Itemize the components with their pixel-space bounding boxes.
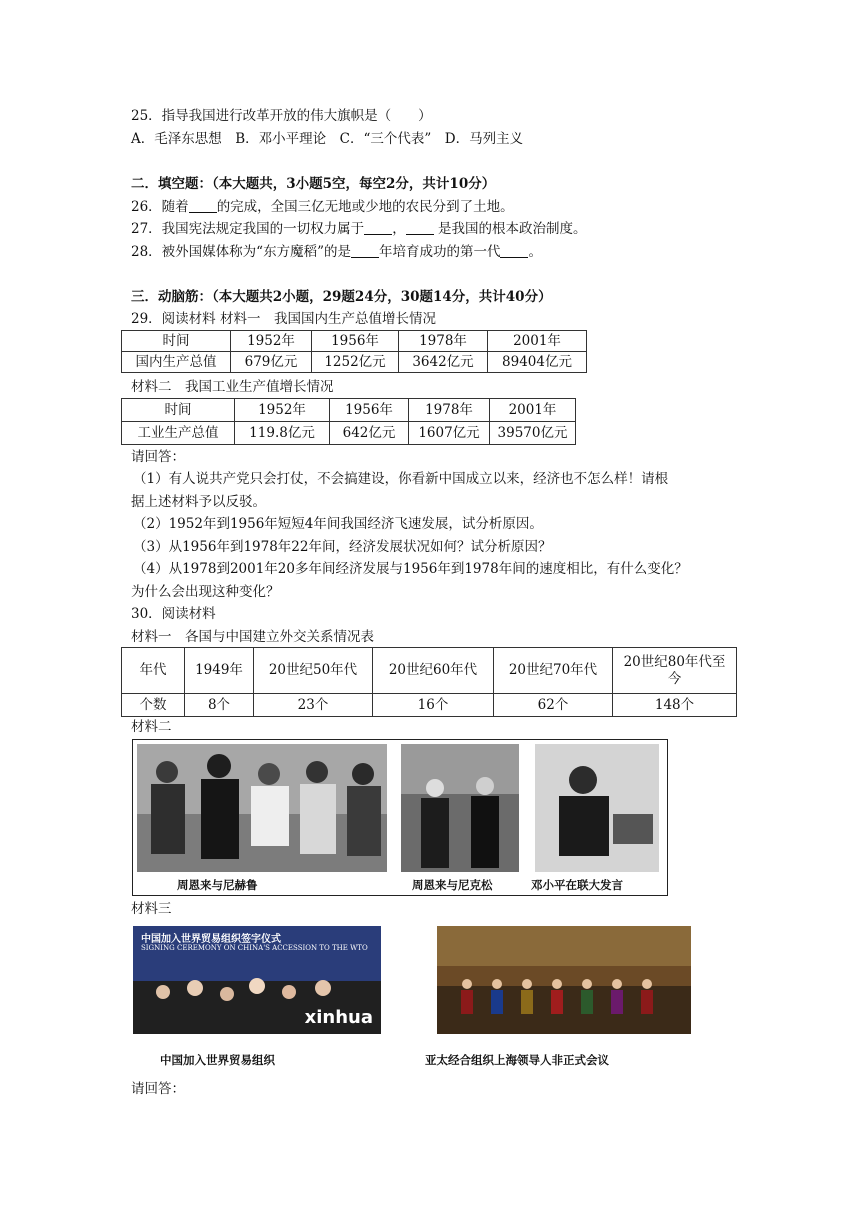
caption-deng: 邓小平在联大发言: [531, 878, 623, 892]
apec-photo: [437, 926, 691, 1034]
table-cell: 8个: [185, 694, 254, 717]
table-cell: 62个: [494, 694, 613, 717]
speaker-figure: [535, 744, 659, 872]
table-cell: 1952年: [235, 399, 330, 422]
q26-blank[interactable]: [189, 199, 217, 213]
table-cell: 2001年: [488, 331, 587, 352]
table-cell: 89404亿元: [488, 352, 587, 373]
table-row: [122, 648, 737, 694]
table-cell: 39570亿元: [490, 422, 576, 445]
q25-options: A．毛泽东思想 B．邓小平理论 C．“三个代表” D．马列主义: [131, 131, 524, 147]
q26: [131, 198, 514, 216]
q30-material1-title: 材料一 各国与中国建立外交关系情况表: [131, 629, 374, 645]
q30-intro: 30．阅读材料: [131, 606, 216, 622]
q28-part2: 年培育成功的第一代: [378, 244, 501, 260]
q29-sub1a: （1）有人说共产党只会打仗，不会搞建设，你看新中国成立以来，经济也不怎么样！请根: [133, 471, 669, 487]
wto-banner: 中国加入世界贸易组织签字仪式: [141, 934, 281, 945]
q27-part1: 27．我国宪法规定我国的一切权力属于: [131, 221, 365, 237]
table-cell: 20世纪80年代至今: [613, 648, 737, 694]
q29-sub2: （2）1952年到1956年短短4年间我国经济飞速发展，试分析原因。: [133, 516, 543, 532]
q27-part2: ，: [392, 221, 406, 237]
q28-blank1[interactable]: [351, 244, 379, 258]
q29-sub4b: 为什么会出现这种变化？: [131, 584, 280, 600]
table-cell: 1607亿元: [409, 422, 490, 445]
q26-part2: 的完成，全国三亿无地或少地的农民分到了土地。: [216, 199, 514, 215]
q26-part1: 26．随着: [131, 199, 189, 215]
q27-part3: 是我国的根本政治制度。: [433, 221, 587, 237]
caption-nixon: 周恩来与尼克松: [412, 878, 493, 892]
q29-sub4a: （4）从1978到2001年20多年间经济发展与1956年到1978年间的速度相比，有什么变化？: [133, 561, 688, 577]
handshake-figures: [401, 744, 519, 872]
section3-heading: 三．动脑筋：（本大题共2小题，29题24分，30题14分，共计40分）: [131, 289, 552, 305]
q29-intro: 29．阅读材料 材料一 我国国内生产总值增长情况: [131, 311, 436, 327]
table-cell: 20世纪50年代: [254, 648, 373, 694]
q27-blank1[interactable]: [364, 221, 392, 235]
table-cell: 23个: [254, 694, 373, 717]
q29-sub1b: 据上述材料予以反驳。: [131, 494, 266, 510]
table-cell: 642亿元: [330, 422, 409, 445]
gdp-table: [121, 330, 587, 373]
table-cell: 20世纪60年代: [373, 648, 494, 694]
q29-sub3: （3）从1956年到1978年22年间，经济发展状况如何？试分析原因？: [133, 539, 552, 555]
q25-stem: 25．指导我国进行改革开放的伟大旗帜是（ ）: [131, 108, 432, 124]
section2-heading: 二．填空题：（本大题共，3小题5空，每空2分，共计10分）: [131, 176, 496, 192]
q28: [131, 243, 542, 261]
q30-material2-label: 材料二: [131, 719, 172, 735]
table-row: [122, 422, 576, 445]
q27-blank2[interactable]: [406, 221, 434, 235]
table-row: [122, 399, 576, 422]
table-cell: 工业生产总值: [122, 422, 235, 445]
table-cell: 1978年: [399, 331, 488, 352]
table-cell: 679亿元: [231, 352, 312, 373]
q29-ask: 请回答：: [131, 449, 185, 465]
table-cell: 个数: [122, 694, 185, 717]
industry-table: [121, 398, 576, 445]
table-row: [122, 694, 737, 717]
q27: [131, 220, 586, 238]
watermark: xinhua: [304, 1007, 373, 1028]
nixon-photo: [401, 744, 519, 872]
table-cell: 1978年: [409, 399, 490, 422]
q30-ask: 请回答：: [131, 1081, 185, 1097]
q30-material3-label: 材料三: [131, 901, 172, 917]
caption-wto: 中国加入世界贸易组织: [160, 1053, 275, 1067]
apec-group: [437, 926, 691, 1034]
table-cell: 3642亿元: [399, 352, 488, 373]
table-row: [122, 331, 587, 352]
table-cell: 年代: [122, 648, 185, 694]
table-cell: 119.8亿元: [235, 422, 330, 445]
nehru-photo: [137, 744, 387, 872]
table-cell: 时间: [122, 331, 231, 352]
caption-apec: 亚太经合组织上海领导人非正式会议: [425, 1053, 609, 1067]
diplomacy-table: [121, 647, 737, 717]
table-cell: 16个: [373, 694, 494, 717]
table-cell: 2001年: [490, 399, 576, 422]
table-cell: 时间: [122, 399, 235, 422]
q28-part1: 28．被外国媒体称为“东方魔稻”的是: [131, 244, 351, 260]
wto-photo: [133, 926, 381, 1034]
q28-blank2[interactable]: [500, 244, 528, 258]
deng-photo: [535, 744, 659, 872]
caption-nehru: 周恩来与尼赫鲁: [177, 878, 258, 892]
table-cell: 1956年: [312, 331, 399, 352]
table-row: [122, 352, 587, 373]
table-cell: 1949年: [185, 648, 254, 694]
table-cell: 国内生产总值: [122, 352, 231, 373]
table-cell: 1956年: [330, 399, 409, 422]
material2-title: 材料二 我国工业生产值增长情况: [131, 379, 334, 395]
wto-banner-en: SIGNING CEREMONY ON CHINA'S ACCESSION TO THE WTO: [141, 944, 368, 952]
table-cell: 1252亿元: [312, 352, 399, 373]
table-cell: 1952年: [231, 331, 312, 352]
table-cell: 20世纪70年代: [494, 648, 613, 694]
table-cell: 148个: [613, 694, 737, 717]
material2-photo-strip: [132, 739, 668, 896]
q28-part3: 。: [528, 244, 542, 260]
people-figures: [137, 744, 387, 872]
